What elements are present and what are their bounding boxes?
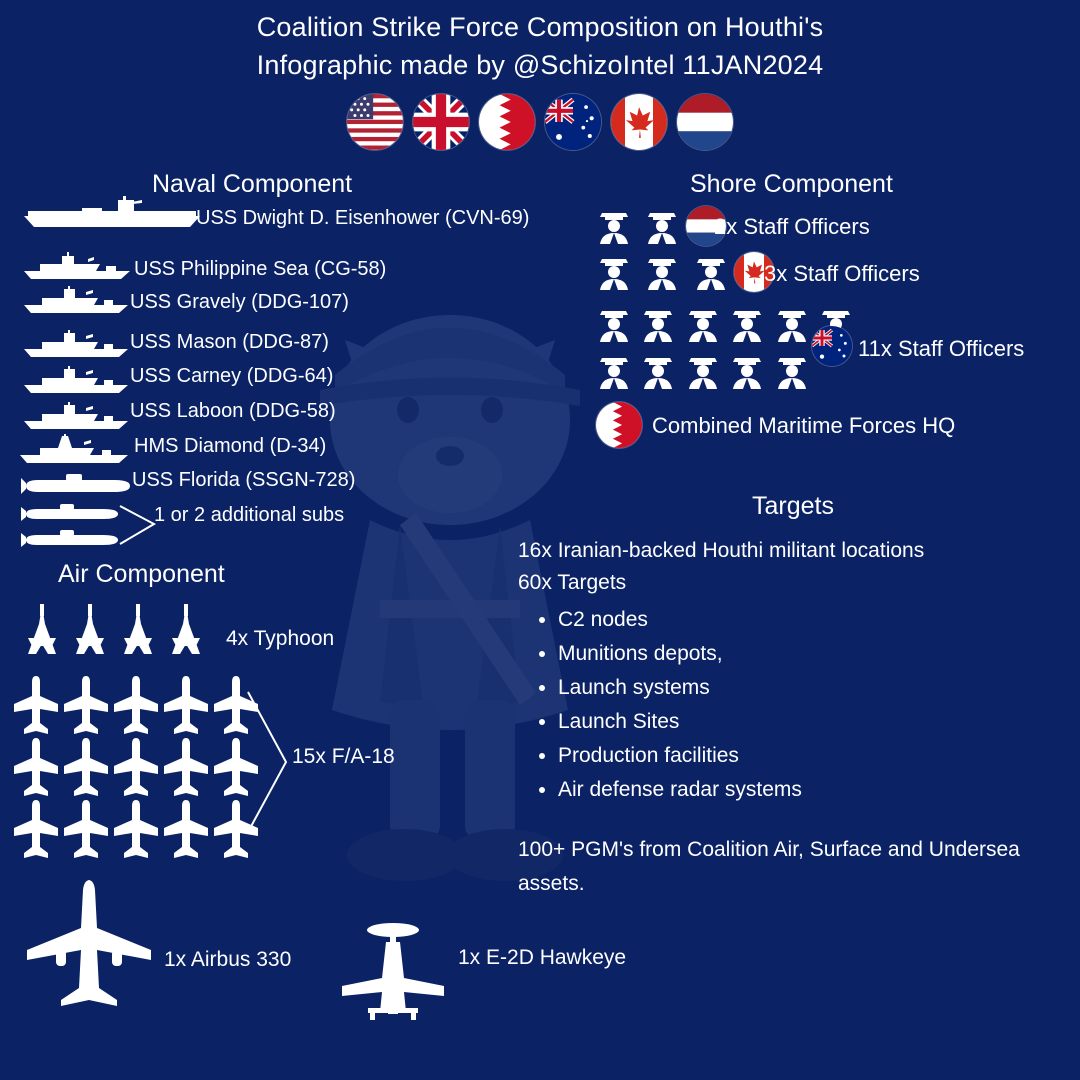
officer-icon [638,304,678,344]
coalition-flag-strip [0,94,1080,150]
officer-icon [683,351,723,391]
officer-icon [642,252,682,292]
submarine-icon-florida [20,472,132,498]
targets-section [518,492,1068,901]
submarine-icon-additional-2 [20,528,120,550]
naval-unit-label-6: HMS Diamond (D-34) [134,435,327,457]
target-type-list [518,603,1068,807]
officer-icon [642,206,682,246]
list-item: • Launch Sites [558,705,1068,739]
destroyer-icon-carney [22,366,130,394]
officer-icon [594,206,634,246]
submarine-icon-additional-1 [20,502,120,524]
shore-hq-label: Combined Maritime Forces HQ [652,413,956,438]
officer-icon [594,351,634,391]
air-group-label-0: 4x Typhoon [226,627,335,650]
list-item: • Air defense radar systems [558,773,1068,807]
officer-icon [727,351,767,391]
shore-entry-label-2: 11x Staff Officers [858,336,1025,361]
officer-icon [638,351,678,391]
officer-icon [691,252,731,292]
naval-unit-label-7: USS Florida (SSGN-728) [132,469,356,491]
naval-unit-label-1: USS Philippine Sea (CG-58) [134,258,387,280]
list-item: • C2 nodes [558,603,1068,637]
flag-bahrain-icon [479,94,535,150]
air-group-label-3: 1x E-2D Hawkeye [458,946,627,969]
airbus-330-icon [20,876,160,1006]
aircraft-carrier-icon [22,196,202,230]
shore-officer-group-canada [594,252,731,297]
shore-entry-label-0: 2x Staff Officers [714,214,870,239]
flag-australia-icon [545,94,601,150]
destroyer-icon-mason [22,330,130,358]
destroyer-icon-diamond [18,434,130,464]
cruiser-icon [22,252,132,280]
typhoon-jet-group [18,604,218,660]
flag-bahrain-icon-small [596,402,642,448]
officer-icon [683,304,723,344]
shore-component-title: Shore Component [690,170,893,198]
flag-united-kingdom-icon [413,94,469,150]
air-component-title: Air Component [58,560,225,588]
page-title [0,8,1080,84]
air-group-label-2: 1x Airbus 330 [164,948,292,971]
naval-unit-label-0: USS Dwight D. Eisenhower (CVN-69) [196,207,530,229]
naval-unit-label-5: USS Laboon (DDG-58) [130,400,336,422]
list-item: • Production facilities [558,739,1068,773]
list-item: • Launch systems [558,671,1068,705]
shore-officer-group-netherlands [594,206,682,251]
pgm-note: 100+ PGM's from Coalition Air, Surface and Undersea assets. [518,838,1020,895]
officer-icon [727,304,767,344]
flag-australia-icon-small [812,326,852,366]
naval-component-title: Naval Component [152,170,353,198]
officer-icon [772,304,812,344]
officer-icon [772,351,812,391]
naval-unit-label-8: 1 or 2 additional subs [154,504,345,526]
flag-canada-icon [611,94,667,150]
naval-unit-label-4: USS Carney (DDG-64) [130,365,334,387]
fa18-leader-line [246,688,292,838]
title-line-2: Infographic made by @SchizoIntel 11JAN2024 [256,50,824,80]
title-line-1: Coalition Strike Force Composition on Houthi's [256,12,824,42]
officer-icon [594,252,634,292]
list-item: • Munitions depots, [558,637,1068,671]
flag-netherlands-icon [677,94,733,150]
shore-entry-label-1: 3x Staff Officers [764,261,920,286]
targets-summary-line-1: 16x Iranian-backed Houthi militant locations [518,539,925,562]
naval-unit-label-2: USS Gravely (DDG-107) [130,291,349,313]
flag-united-states-icon [347,94,403,150]
targets-title: Targets [752,492,834,520]
destroyer-icon-gravely [22,286,130,314]
air-group-label-1: 15x F/A-18 [292,745,395,768]
destroyer-icon-laboon [22,402,130,430]
targets-summary-line-2: 60x Targets [518,571,627,594]
fa18-jet-group [12,674,274,862]
officer-icon [594,304,634,344]
naval-unit-label-3: USS Mason (DDG-87) [130,331,329,353]
e2d-hawkeye-icon [334,912,452,1022]
